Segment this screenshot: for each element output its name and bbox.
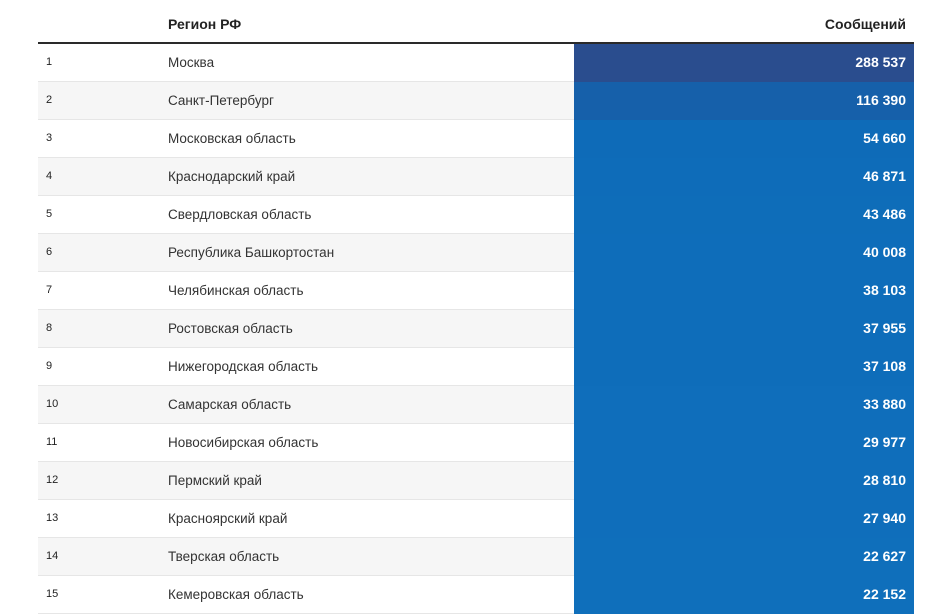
table-row [38, 576, 914, 614]
row-value: 22 152 [863, 586, 906, 602]
row-rank: 8 [46, 322, 53, 334]
row-value-cell [574, 120, 914, 158]
row-value: 33 880 [863, 396, 906, 412]
row-rank: 1 [46, 56, 53, 68]
row-region: Санкт-Петербург [168, 93, 274, 108]
row-value-cell [574, 386, 914, 424]
row-value: 38 103 [863, 282, 906, 298]
row-value: 28 810 [863, 472, 906, 488]
table-row [38, 234, 914, 272]
table-row [38, 348, 914, 386]
table-row [38, 462, 914, 500]
row-region: Республика Башкортостан [168, 245, 335, 260]
row-value: 27 940 [863, 510, 906, 526]
row-value: 116 390 [856, 92, 906, 108]
row-value-cell [574, 196, 914, 234]
row-value: 29 977 [863, 434, 906, 450]
row-region: Челябинская область [168, 283, 304, 298]
row-value-cell [574, 348, 914, 386]
row-region: Краснодарский край [168, 169, 296, 184]
row-region: Нижегородская область [168, 359, 319, 374]
column-header-messages: Сообщений [824, 16, 906, 32]
row-value: 46 871 [863, 168, 906, 184]
table-body [38, 44, 914, 614]
row-value-cell [574, 538, 914, 576]
row-value: 288 537 [855, 54, 906, 70]
row-value-cell [574, 462, 914, 500]
row-rank: 4 [46, 170, 53, 182]
row-value-cell [574, 576, 914, 614]
table-row [38, 310, 914, 348]
row-rank: 14 [46, 550, 59, 562]
row-value: 43 486 [863, 206, 906, 222]
row-region: Свердловская область [168, 207, 312, 222]
row-region: Москва [168, 55, 215, 70]
table-header [38, 0, 914, 44]
row-value: 37 955 [863, 320, 906, 336]
row-value-cell [574, 500, 914, 538]
table-row [38, 500, 914, 538]
table-row [38, 44, 914, 82]
table-row [38, 272, 914, 310]
row-value: 22 627 [863, 548, 906, 564]
table-row [38, 424, 914, 462]
row-rank: 15 [46, 588, 59, 600]
row-region: Самарская область [168, 397, 292, 412]
row-value: 54 660 [863, 130, 906, 146]
row-value-cell [574, 44, 914, 82]
row-region: Красноярский край [168, 511, 288, 526]
row-value-cell [574, 158, 914, 196]
column-header-region: Регион РФ [168, 16, 242, 32]
table-row [38, 158, 914, 196]
row-value-cell [574, 310, 914, 348]
row-value: 37 108 [863, 358, 906, 374]
row-rank: 9 [46, 360, 53, 372]
row-value-cell [574, 424, 914, 462]
regions-table [38, 0, 914, 614]
table-row [38, 386, 914, 424]
table-row [38, 82, 914, 120]
row-region: Московская область [168, 131, 296, 146]
row-value-cell [574, 234, 914, 272]
row-rank: 10 [46, 398, 59, 410]
row-region: Тверская область [168, 549, 280, 564]
row-value: 40 008 [863, 244, 906, 260]
row-value-cell [574, 82, 914, 120]
table-row [38, 196, 914, 234]
row-rank: 6 [46, 246, 53, 258]
row-rank: 11 [46, 436, 58, 448]
row-rank: 3 [46, 132, 53, 144]
table-row [38, 538, 914, 576]
row-rank: 2 [46, 94, 53, 106]
table-row [38, 120, 914, 158]
row-rank: 7 [46, 284, 53, 296]
row-region: Пермский край [168, 473, 262, 488]
row-region: Новосибирская область [168, 435, 319, 450]
row-value-cell [574, 272, 914, 310]
row-region: Ростовская область [168, 321, 293, 336]
row-rank: 12 [46, 474, 59, 486]
row-region: Кемеровская область [168, 587, 304, 602]
row-rank: 13 [46, 512, 59, 524]
row-rank: 5 [46, 208, 53, 220]
